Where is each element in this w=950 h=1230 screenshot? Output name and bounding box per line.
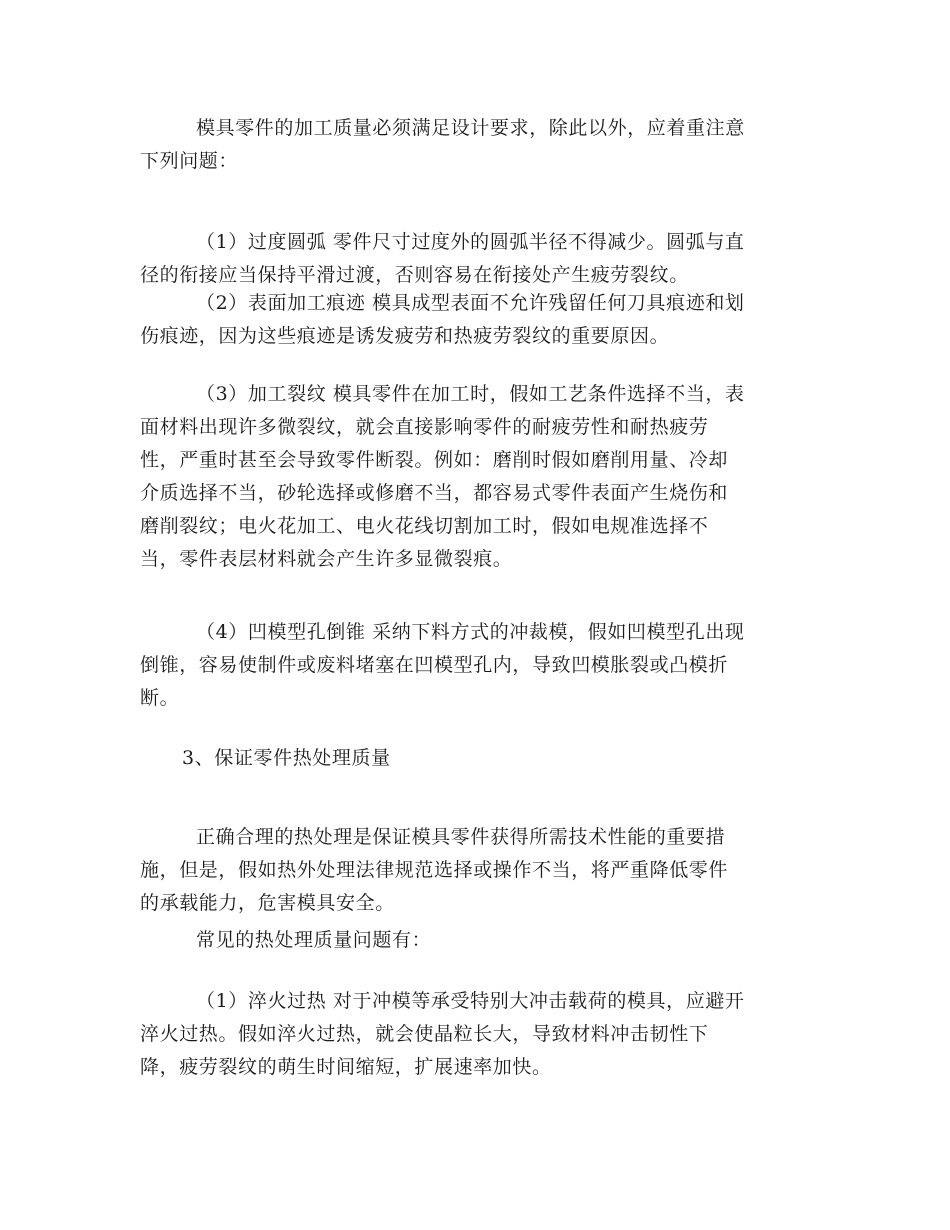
text-line: 倒锥，容易使制件或废料堵塞在凹模型孔内，导致凹模胀裂或凸模折	[140, 654, 729, 676]
paragraph-surface-marks	[140, 287, 812, 353]
text-line: 介质选择不当，砂轮选择或修磨不当，都容易式零件表面产生烧伤和	[140, 482, 729, 504]
text-line: 当，零件表层材料就会产生许多显微裂痕。	[140, 548, 513, 570]
text-line: 正确合理的热处理是保证模具零件获得所需技术性能的重要措	[196, 826, 726, 848]
section-heading	[140, 742, 812, 775]
text-line: （3）加工裂纹 模具零件在加工时，假如工艺条件选择不当，表	[196, 383, 745, 405]
paragraph-quench-overheat	[140, 985, 812, 1084]
text-line: 面材料出现许多微裂纹，就会直接影响零件的耐疲劳性和耐热疲劳	[140, 416, 709, 438]
text-line: （1）淬火过热 对于冲模等承受特别大冲击载荷的模具，应避开	[196, 990, 745, 1012]
text-line: 性，严重时甚至会导致零件断裂。例如：磨削时假如磨削用量、冷却	[140, 449, 729, 471]
text-line: 磨削裂纹；电火花加工、电火花线切割加工时，假如电规准选择不	[140, 515, 709, 537]
paragraph-intro	[140, 112, 812, 178]
text-line: 下列问题：	[140, 150, 239, 172]
text-line: 降，疲劳裂纹的萌生时间缩短，扩展速率加快。	[140, 1056, 552, 1078]
text-line: （4）凹模型孔倒锥 采纳下料方式的冲裁模，假如凹模型孔出现	[196, 621, 745, 643]
text-line: 3、保证零件热处理质量	[182, 747, 391, 769]
text-line: 施，但是，假如热外处理法律规范选择或操作不当，将严重降低零件	[140, 859, 729, 881]
paragraph-heat-treatment	[140, 821, 812, 920]
text-line: 淬火过热。假如淬火过热，就会使晶粒长大，导致材料冲击韧性下	[140, 1023, 709, 1045]
text-line: 模具零件的加工质量必须满足设计要求，除此以外，应着重注意	[196, 117, 745, 139]
paragraph-transition-arc	[140, 226, 812, 292]
paragraph-common-problems	[140, 924, 812, 957]
text-line: 常见的热处理质量问题有：	[196, 929, 432, 951]
text-line: （2）表面加工痕迹 模具成型表面不允许残留任何刀具痕迹和划	[196, 292, 745, 314]
text-line: 伤痕迹，因为这些痕迹是诱发疲劳和热疲劳裂纹的重要原因。	[140, 325, 670, 347]
paragraph-machining-cracks	[140, 378, 812, 576]
text-line: （1）过度圆弧 零件尺寸过度外的圆弧半径不得减少。圆弧与直	[196, 231, 745, 253]
paragraph-die-taper	[140, 616, 812, 715]
text-line: 径的衔接应当保持平滑过渡，否则容易在衔接处产生疲劳裂纹。	[140, 264, 689, 286]
text-line: 的承载能力，危害模具安全。	[140, 892, 395, 914]
text-line: 断。	[140, 687, 180, 709]
